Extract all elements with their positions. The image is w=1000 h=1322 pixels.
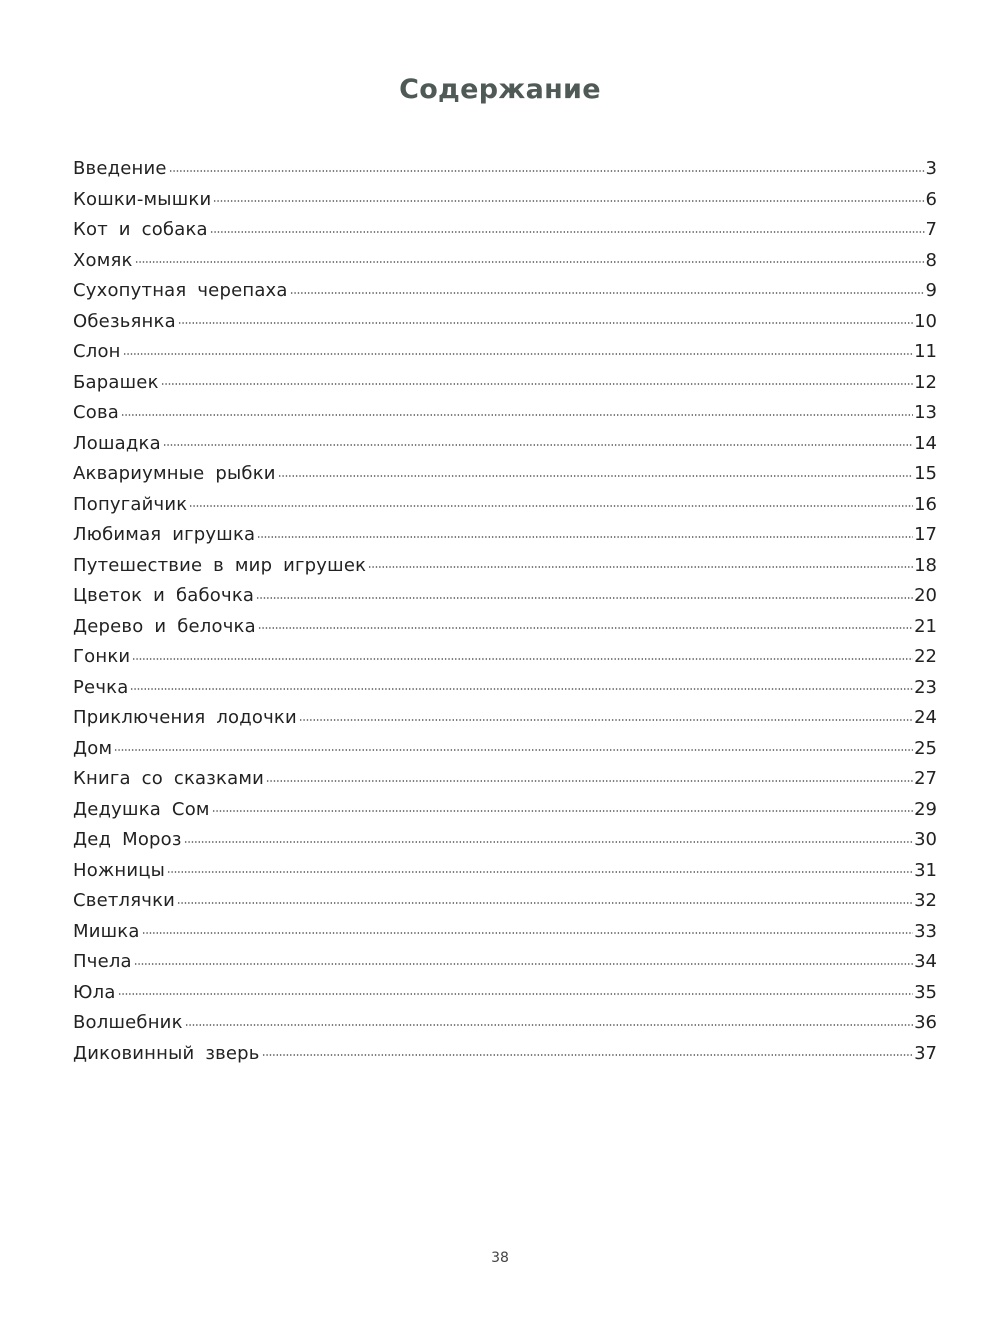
toc-entry	[73, 276, 937, 307]
toc-entry	[73, 917, 937, 948]
toc-entry-title: Ножницы	[73, 859, 166, 881]
toc-entry	[73, 642, 937, 673]
page-number: 38	[491, 1250, 509, 1266]
toc-entry	[73, 215, 937, 246]
toc-entry	[73, 307, 937, 338]
toc-entry-page: 14	[914, 432, 937, 454]
dot-leader	[121, 414, 913, 416]
dot-leader	[213, 200, 924, 202]
toc-entry-title: Барашек	[73, 371, 159, 393]
toc-entry-title: Кошки-мышки	[73, 188, 212, 210]
toc-entry-title: Цветок и бабочка	[73, 585, 255, 606]
toc-entry	[73, 1008, 937, 1039]
toc-entry	[73, 825, 937, 856]
toc-entry-page: 7	[925, 219, 937, 240]
toc-entry-page: 3	[925, 158, 937, 179]
toc-entry-page: 9	[925, 280, 937, 301]
dot-leader	[262, 1054, 913, 1056]
toc-entry-page: 20	[914, 585, 937, 606]
toc-entry	[73, 490, 937, 521]
toc-entry-title: Дом	[73, 737, 113, 759]
dot-leader	[134, 963, 913, 965]
toc-entry	[73, 978, 937, 1009]
toc-entry-page: 15	[914, 463, 937, 484]
toc-entry	[73, 246, 937, 277]
toc-entry-page: 8	[925, 249, 937, 271]
toc-entry	[73, 459, 937, 490]
toc-entry-title: Гонки	[73, 646, 131, 667]
toc-entry-title: Юла	[73, 981, 116, 1003]
toc-entry-title: Обезьянка	[73, 310, 176, 332]
toc-entry	[73, 520, 937, 551]
toc-entry-title: Мишка	[73, 920, 140, 942]
dot-leader	[290, 292, 925, 294]
toc-entry-page: 6	[925, 188, 937, 210]
toc-entry	[73, 612, 937, 643]
dot-leader	[132, 658, 913, 660]
toc-entry-title: Дерево и белочка	[73, 615, 256, 637]
dot-leader	[189, 505, 913, 507]
toc-entry	[73, 947, 937, 978]
dot-leader	[163, 444, 913, 446]
dot-leader	[130, 688, 913, 690]
toc-entry-page: 13	[914, 402, 937, 423]
dot-leader	[299, 719, 913, 721]
toc-entry-title: Пчела	[73, 951, 132, 972]
toc-entry	[73, 429, 937, 460]
toc-entry-title: Кот и собака	[73, 219, 208, 240]
toc-entry	[73, 551, 937, 582]
toc-entry-title: Слон	[73, 341, 121, 362]
toc-entry-page: 22	[914, 646, 937, 667]
dot-leader	[368, 566, 913, 568]
toc-entry	[73, 673, 937, 704]
toc-entry-title: Книга со сказками	[73, 768, 265, 789]
toc-entry	[73, 703, 937, 734]
toc-entry	[73, 581, 937, 612]
toc-entry	[73, 856, 937, 887]
dot-leader	[256, 597, 913, 599]
dot-leader	[185, 1024, 913, 1026]
toc-entry-title: Сова	[73, 402, 120, 423]
dot-leader	[161, 383, 913, 385]
toc-entry-title: Приключения лодочки	[73, 707, 297, 728]
toc-entry-page: 11	[914, 341, 937, 362]
dot-leader	[258, 627, 913, 629]
toc-entry-page: 24	[914, 707, 937, 728]
toc-entry-page: 29	[914, 798, 937, 820]
dot-leader	[257, 536, 913, 538]
toc-entry	[73, 337, 937, 368]
toc-entry-title: Сухопутная черепаха	[73, 280, 288, 301]
toc-entry-page: 37	[914, 1042, 937, 1064]
toc-entry-page: 32	[914, 890, 937, 911]
dot-leader	[212, 810, 913, 812]
page-title: Содержание	[399, 74, 601, 105]
toc-entry-page: 23	[914, 676, 937, 698]
dot-leader	[169, 170, 925, 172]
toc-entry-page: 10	[914, 310, 937, 332]
toc-entry-page: 21	[914, 615, 937, 637]
toc-entry-page: 34	[914, 951, 937, 972]
toc-entry	[73, 1039, 937, 1070]
dot-leader	[167, 871, 913, 873]
toc-entry-title: Хомяк	[73, 249, 133, 271]
toc-entry-title: Дед Мороз	[73, 829, 182, 850]
toc-entry-page: 18	[914, 554, 937, 576]
dot-leader	[118, 993, 914, 995]
toc-entry-title: Путешествие в мир игрушек	[73, 554, 367, 576]
toc-entry-title: Аквариумные рыбки	[73, 463, 276, 484]
toc-entry-page: 31	[914, 859, 937, 881]
table-of-contents	[73, 154, 937, 1069]
toc-entry	[73, 185, 937, 216]
toc-entry	[73, 734, 937, 765]
toc-entry	[73, 154, 937, 185]
toc-entry-page: 35	[914, 981, 937, 1003]
toc-entry-page: 25	[914, 737, 937, 759]
dot-leader	[210, 231, 925, 233]
toc-entry-page: 17	[914, 524, 937, 545]
toc-entry-page: 12	[914, 371, 937, 393]
toc-entry	[73, 886, 937, 917]
toc-entry-title: Лошадка	[73, 432, 161, 454]
dot-leader	[184, 841, 913, 843]
toc-entry	[73, 368, 937, 399]
toc-entry-page: 30	[914, 829, 937, 850]
toc-entry-title: Дедушка Сом	[73, 798, 210, 820]
dot-leader	[178, 322, 913, 324]
dot-leader	[114, 749, 913, 751]
dot-leader	[177, 902, 913, 904]
toc-entry-page: 33	[914, 920, 937, 942]
toc-entry-title: Попугайчик	[73, 493, 188, 515]
dot-leader	[266, 780, 913, 782]
toc-entry	[73, 398, 937, 429]
toc-entry-title: Введение	[73, 158, 167, 179]
dot-leader	[123, 353, 913, 355]
toc-entry-title: Светлячки	[73, 890, 176, 911]
dot-leader	[278, 475, 913, 477]
toc-entry	[73, 795, 937, 826]
dot-leader	[142, 932, 913, 934]
toc-entry-title: Любимая игрушка	[73, 524, 256, 545]
toc-entry-page: 36	[914, 1012, 937, 1033]
toc-entry	[73, 764, 937, 795]
toc-entry-title: Речка	[73, 676, 129, 698]
toc-entry-title: Диковинный зверь	[73, 1042, 260, 1064]
toc-entry-page: 16	[914, 493, 937, 515]
dot-leader	[135, 261, 925, 263]
toc-entry-page: 27	[914, 768, 937, 789]
toc-entry-title: Волшебник	[73, 1012, 183, 1033]
